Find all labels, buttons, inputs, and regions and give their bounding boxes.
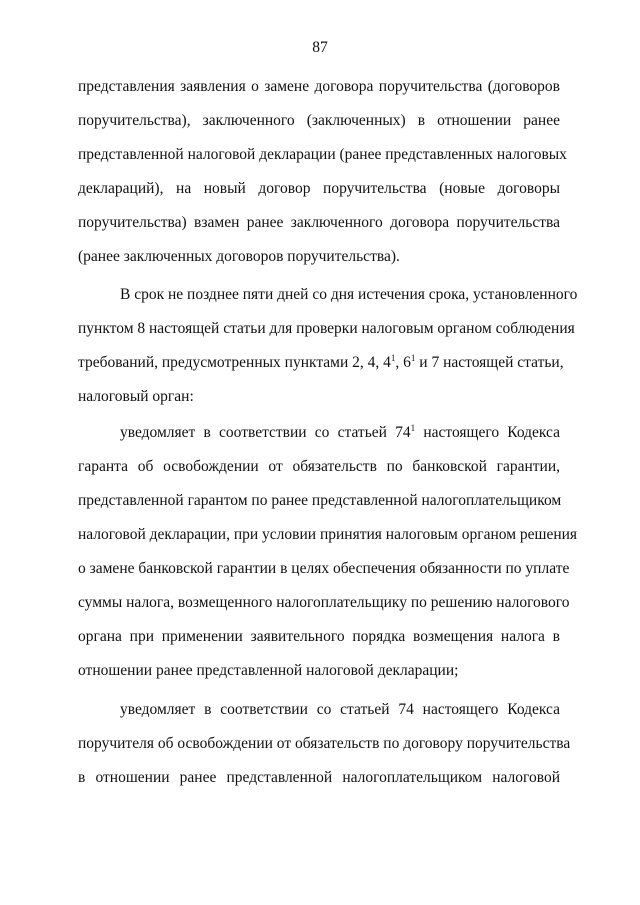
- text-line: налоговой декларации, при условии принятия налоговым органом решения: [78, 526, 578, 543]
- superscript: 1: [410, 423, 416, 433]
- text-fragment: настоящего Кодекса: [415, 424, 560, 441]
- text-line: представленной гарантом по ранее представленной налогоплательщиком: [78, 492, 562, 509]
- text-line: о замене банковской гарантии в целях обеспечения обязанности по уплате: [78, 560, 570, 577]
- text-line: (ранее заключенных договоров поручительства).: [78, 248, 400, 265]
- text-fragment: требований, предусмотренных пунктами 2, 4, 4: [78, 354, 391, 371]
- text-fragment: и 7 настоящей статьи,: [415, 354, 564, 371]
- text-line: В срок не позднее пяти дней со дня истечения срока, установленного: [120, 286, 578, 303]
- text-line: органа при применении заявительного порядка возмещения налога в: [78, 628, 560, 645]
- text-line: в отношении ранее представленной налогоплательщиком налоговой: [78, 769, 560, 786]
- paragraph-bank-guarantee: [78, 423, 578, 696]
- text-line: [78, 353, 564, 388]
- text-fragment: , 6: [395, 354, 411, 371]
- text-line: налоговый орган:: [78, 388, 194, 405]
- superscript: 1: [410, 353, 416, 363]
- text-line: суммы налога, возмещенного налогоплательщику по решению налогового: [78, 594, 570, 611]
- text-line: деклараций), на новый договор поручительства (новые договоры: [78, 180, 560, 197]
- text-line: поручительства), заключенного (заключенных) в отношении ранее: [78, 112, 560, 129]
- text-line: представленной налоговой декларации (ранее представленных налоговых: [78, 146, 567, 163]
- text-line: уведомляет в соответствии со статьей 74 настоящего Кодекса: [120, 701, 560, 718]
- paragraph-surety: [78, 701, 571, 803]
- text-line: поручительства) взамен ранее заключенного договора поручительства: [78, 214, 560, 231]
- text-line: представления заявления о замене договора поручительства (договоров: [78, 78, 560, 95]
- superscript: 1: [390, 353, 396, 363]
- page-number: 87: [312, 39, 328, 56]
- text-fragment: уведомляет в соответствии со статьей 74: [120, 424, 411, 441]
- text-line: отношении ранее представленной налоговой декларации;: [78, 662, 459, 679]
- text-line: гаранта об освобождении от обязательств по банковской гарантии,: [78, 458, 560, 475]
- text-line: [78, 424, 560, 458]
- paragraph-continuation: [78, 78, 567, 282]
- text-line: пунктом 8 настоящей статьи для проверки налоговым органом соблюдения: [78, 320, 575, 337]
- paragraph-deadline: [78, 286, 578, 422]
- text-line: поручителя об освобождении от обязательств по договору поручительства: [78, 735, 571, 752]
